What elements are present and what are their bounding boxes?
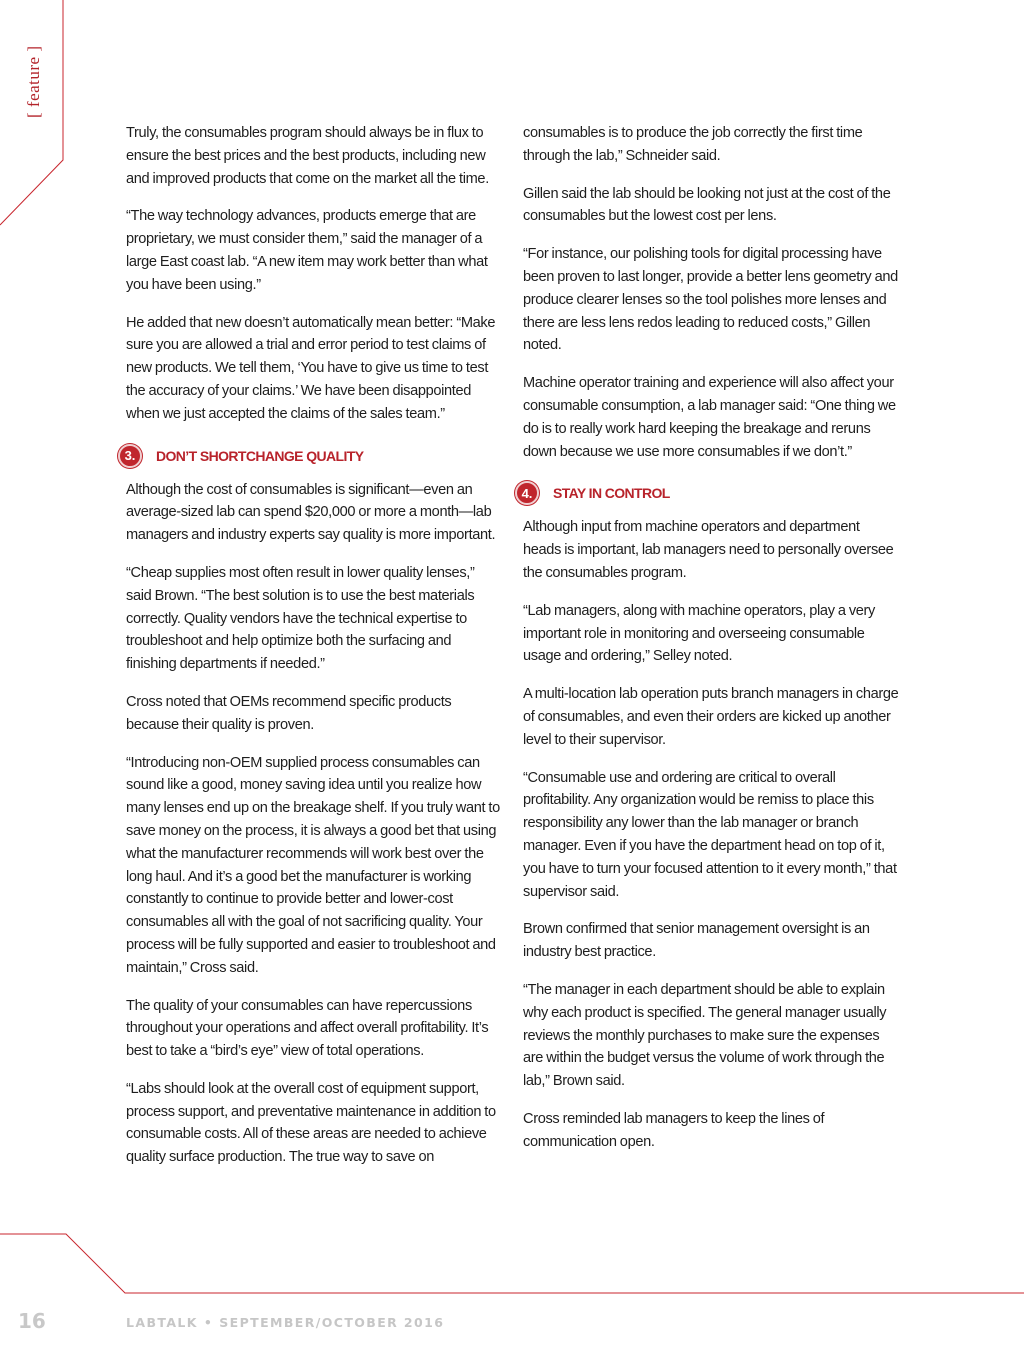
paragraph: “The way technology advances, products emerge that are proprietary, we must consider them,” said the manager of a large East coast lab. “A new item may work better than what you have been using.” xyxy=(126,208,488,293)
heading-label: STAY IN CONTROL xyxy=(553,485,670,502)
paragraph: “Introducing non-OEM supplied process consumables can sound like a good, money saving idea until you realize how many lenses end up on the breakage shelf. If you truly want to save money on the process, it is always a good bet that using what the manufacturer recommends will work best over the long haul. And it’s a good bet the manufacturer is working constantly to continue to provide better and lower-cost consumables all with the goal of not sacrificing quality. Your process will be fully supported and easier to troubleshoot and maintain,” Cross said. xyxy=(126,754,500,976)
section-heading-3 xyxy=(118,441,502,471)
paragraph: “The manager in each department should be able to explain why each product is specified. The general manager usually reviews the monthly purchases to make sure the expenses are within the budget versus the volume of work through the lab,” Brown said. xyxy=(523,981,887,1090)
paragraph: Gillen said the lab should be looking not just at the cost of the consumables but the lowest cost per lens. xyxy=(523,185,891,225)
left-column xyxy=(126,122,502,1184)
paragraph: “For instance, our polishing tools for digital processing have been proven to last longer, provide a better lens geometry and produce clearer lenses so the tool polishes more lenses and there are less lens redos leading to reduced costs,” Gillen noted. xyxy=(523,246,898,354)
heading-number-badge: 4. xyxy=(515,481,539,505)
section-tag: [ feature ] xyxy=(24,45,43,119)
paragraph: Although the cost of consumables is significant—even an average-sized lab can spend $20,000 or more a month—lab managers and industry experts say quality is more important. xyxy=(126,481,496,544)
footer-publication-line xyxy=(126,1315,444,1330)
heading-number-badge: 3. xyxy=(118,444,142,468)
paragraph: Brown confirmed that senior management oversight is an industry best practice. xyxy=(523,921,870,961)
footer-separator: • xyxy=(203,1315,214,1330)
paragraph: “Cheap supplies most often result in lower quality lenses,” said Brown. “The best solution is to use the best materials correctly. Quality vendors have the technical expertise to troubleshoot and help optimize both the surfacing and finishing departments if needed.” xyxy=(126,564,475,673)
paragraph: consumables is to produce the job correctly the first time through the lab,” Schneider said. xyxy=(523,125,863,164)
paragraph: A multi-location lab operation puts branch managers in charge of consumables, and even their orders are kicked up another level to their supervisor. xyxy=(523,686,899,748)
right-column xyxy=(523,122,899,1168)
paragraph: Cross noted that OEMs recommend specific products because their quality is proven. xyxy=(126,693,452,733)
heading-label: DON’T SHORTCHANGE QUALITY xyxy=(156,447,364,464)
page-number: 16 xyxy=(18,1309,46,1333)
publication-name: LABTALK xyxy=(126,1315,198,1330)
paragraph: The quality of your consumables can have repercussions throughout your operations and affect overall profitability. It’s best to take a “bird’s eye” view of total operations. xyxy=(126,997,489,1060)
paragraph: Although input from machine operators and department heads is important, lab managers need to personally oversee the consumables program. xyxy=(523,519,894,581)
paragraph: Truly, the consumables program should always be in flux to ensure the best prices and the best products, including new and improved products that come on the market all the time. xyxy=(126,125,489,187)
paragraph: Cross reminded lab managers to keep the lines of communication open. xyxy=(523,1110,825,1150)
paragraph: “Consumable use and ordering are critical to overall profitability. Any organization would be remiss to place this responsibility any lower than the lab manager or branch manager. Even if you have the department head on top of it, you have to turn your focused attention to it every month,” that supervisor said. xyxy=(523,769,897,900)
paragraph: “Lab managers, along with machine operators, play a very important role in monitoring and overseeing consumable usage and ordering,” Selley noted. xyxy=(523,602,875,665)
paragraph: Machine operator training and experience will also affect your consumable consumption, a lab manager said: “One thing we do is to really work hard keeping the breakage and reruns down because we use more consumables if we don’t.” xyxy=(523,375,896,460)
section-heading-4 xyxy=(515,478,899,508)
issue-date: SEPTEMBER/OCTOBER 2016 xyxy=(219,1315,445,1330)
paragraph: He added that new doesn’t automatically mean better: “Make sure you are allowed a trial and error period to test claims of new products. We tell them, ‘You have to give us time to test the accuracy of your claims.’ We have been disappointed when we just accepted the claims of the sales team.” xyxy=(126,314,496,422)
paragraph: “Labs should look at the overall cost of equipment support, process support, and preventative maintenance in addition to consumable costs. All of these areas are needed to achieve quality surface production. The true way to save on xyxy=(126,1080,496,1166)
